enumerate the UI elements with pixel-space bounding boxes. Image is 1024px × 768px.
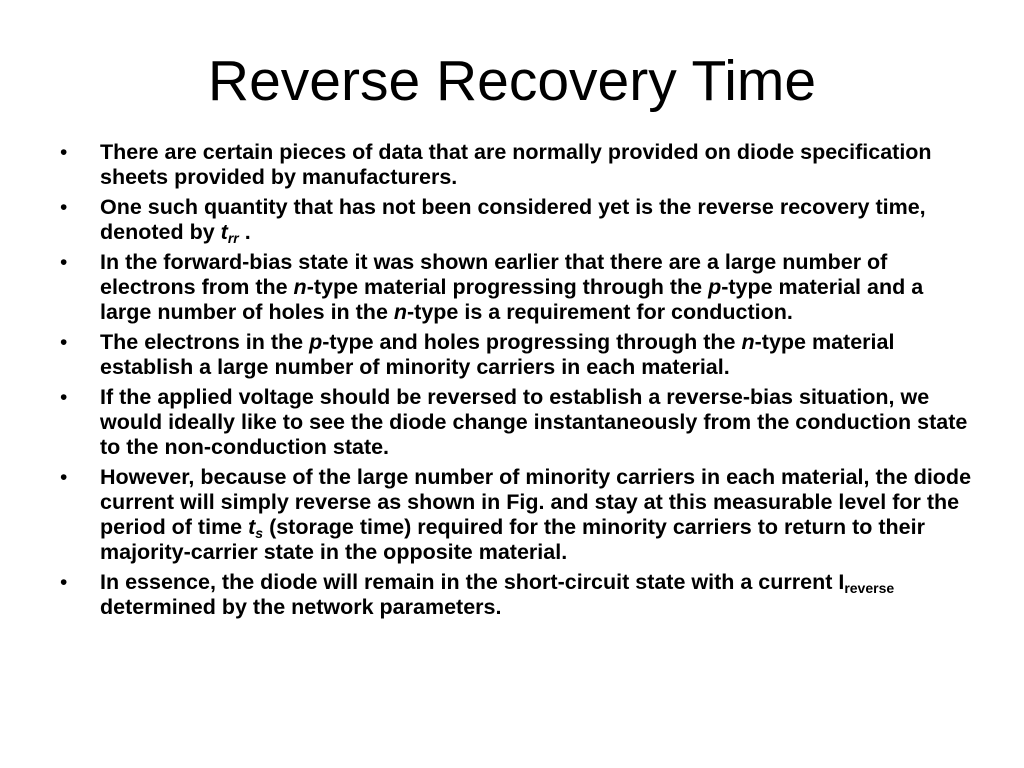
text-segment: -type is a requirement for conduction. — [407, 300, 793, 324]
bullet-list — [60, 140, 980, 625]
text-segment: -type material and a large number of holes in the — [100, 275, 924, 324]
text-segment: There are certain pieces of data that are normally provided on diode specification sheets provided by manufacturers. — [100, 140, 932, 189]
text-segment: . — [238, 220, 251, 244]
text-segment: -type and holes progressing through the — [322, 330, 742, 354]
bullet-text — [100, 465, 971, 564]
bullet-item — [60, 465, 980, 565]
text-segment: The electrons in the — [100, 330, 310, 354]
bullet-marker: • — [60, 466, 68, 489]
bullet-text — [100, 140, 932, 189]
text-segment: rr — [227, 230, 239, 246]
bullet-text — [100, 195, 926, 244]
text-segment: determined by the network parameters. — [100, 595, 502, 619]
bullet-item — [60, 385, 980, 460]
text-segment: p — [708, 275, 722, 299]
text-segment: p — [309, 330, 323, 354]
bullet-marker: • — [60, 251, 68, 274]
bullet-text — [100, 385, 967, 459]
text-segment: -type material progressing through the — [306, 275, 709, 299]
text-segment: One such quantity that has not been considered yet is the reverse recovery time, denoted by — [100, 195, 926, 244]
text-segment: If the applied voltage should be reversed to establish a reverse-bias situation, we would ideally like to see the diode change instantaneously from the conduction state to the non-conduction state. — [100, 385, 968, 459]
bullet-marker: • — [60, 386, 68, 409]
text-segment: n — [293, 275, 307, 299]
bullet-marker: • — [60, 141, 68, 164]
text-segment: However, because of the large number of minority carriers in each material, the diode current will simply reverse as shown in Fig. and stay at this measurable level for the period of time — [100, 465, 972, 539]
text-segment: In the forward-bias state it was shown earlier that there are a large number of electrons from the — [100, 250, 888, 299]
bullet-item — [60, 195, 980, 245]
bullet-item — [60, 330, 980, 380]
bullet-marker: • — [60, 331, 68, 354]
bullet-marker: • — [60, 196, 68, 219]
bullet-text — [100, 570, 894, 619]
text-segment: (storage time) required for the minority carriers to return to their majority-carrier state in the opposite material. — [100, 515, 925, 564]
text-segment: t — [248, 515, 256, 539]
text-segment: In essence, the diode will remain in the short-circuit state with a current I — [100, 570, 845, 594]
bullet-item — [60, 140, 980, 190]
bullet-text — [100, 250, 923, 324]
text-segment: -type material establish a large number of minority carriers in each material. — [100, 330, 895, 379]
text-segment: n — [741, 330, 755, 354]
bullet-item — [60, 570, 980, 620]
text-segment: s — [255, 525, 264, 541]
bullet-marker: • — [60, 571, 68, 594]
text-segment: n — [393, 300, 408, 324]
text-segment: t — [220, 220, 228, 244]
text-segment: reverse — [844, 580, 895, 596]
slide-title: Reverse Recovery Time — [207, 49, 817, 113]
bullet-text — [100, 330, 894, 379]
bullet-item — [60, 250, 980, 325]
